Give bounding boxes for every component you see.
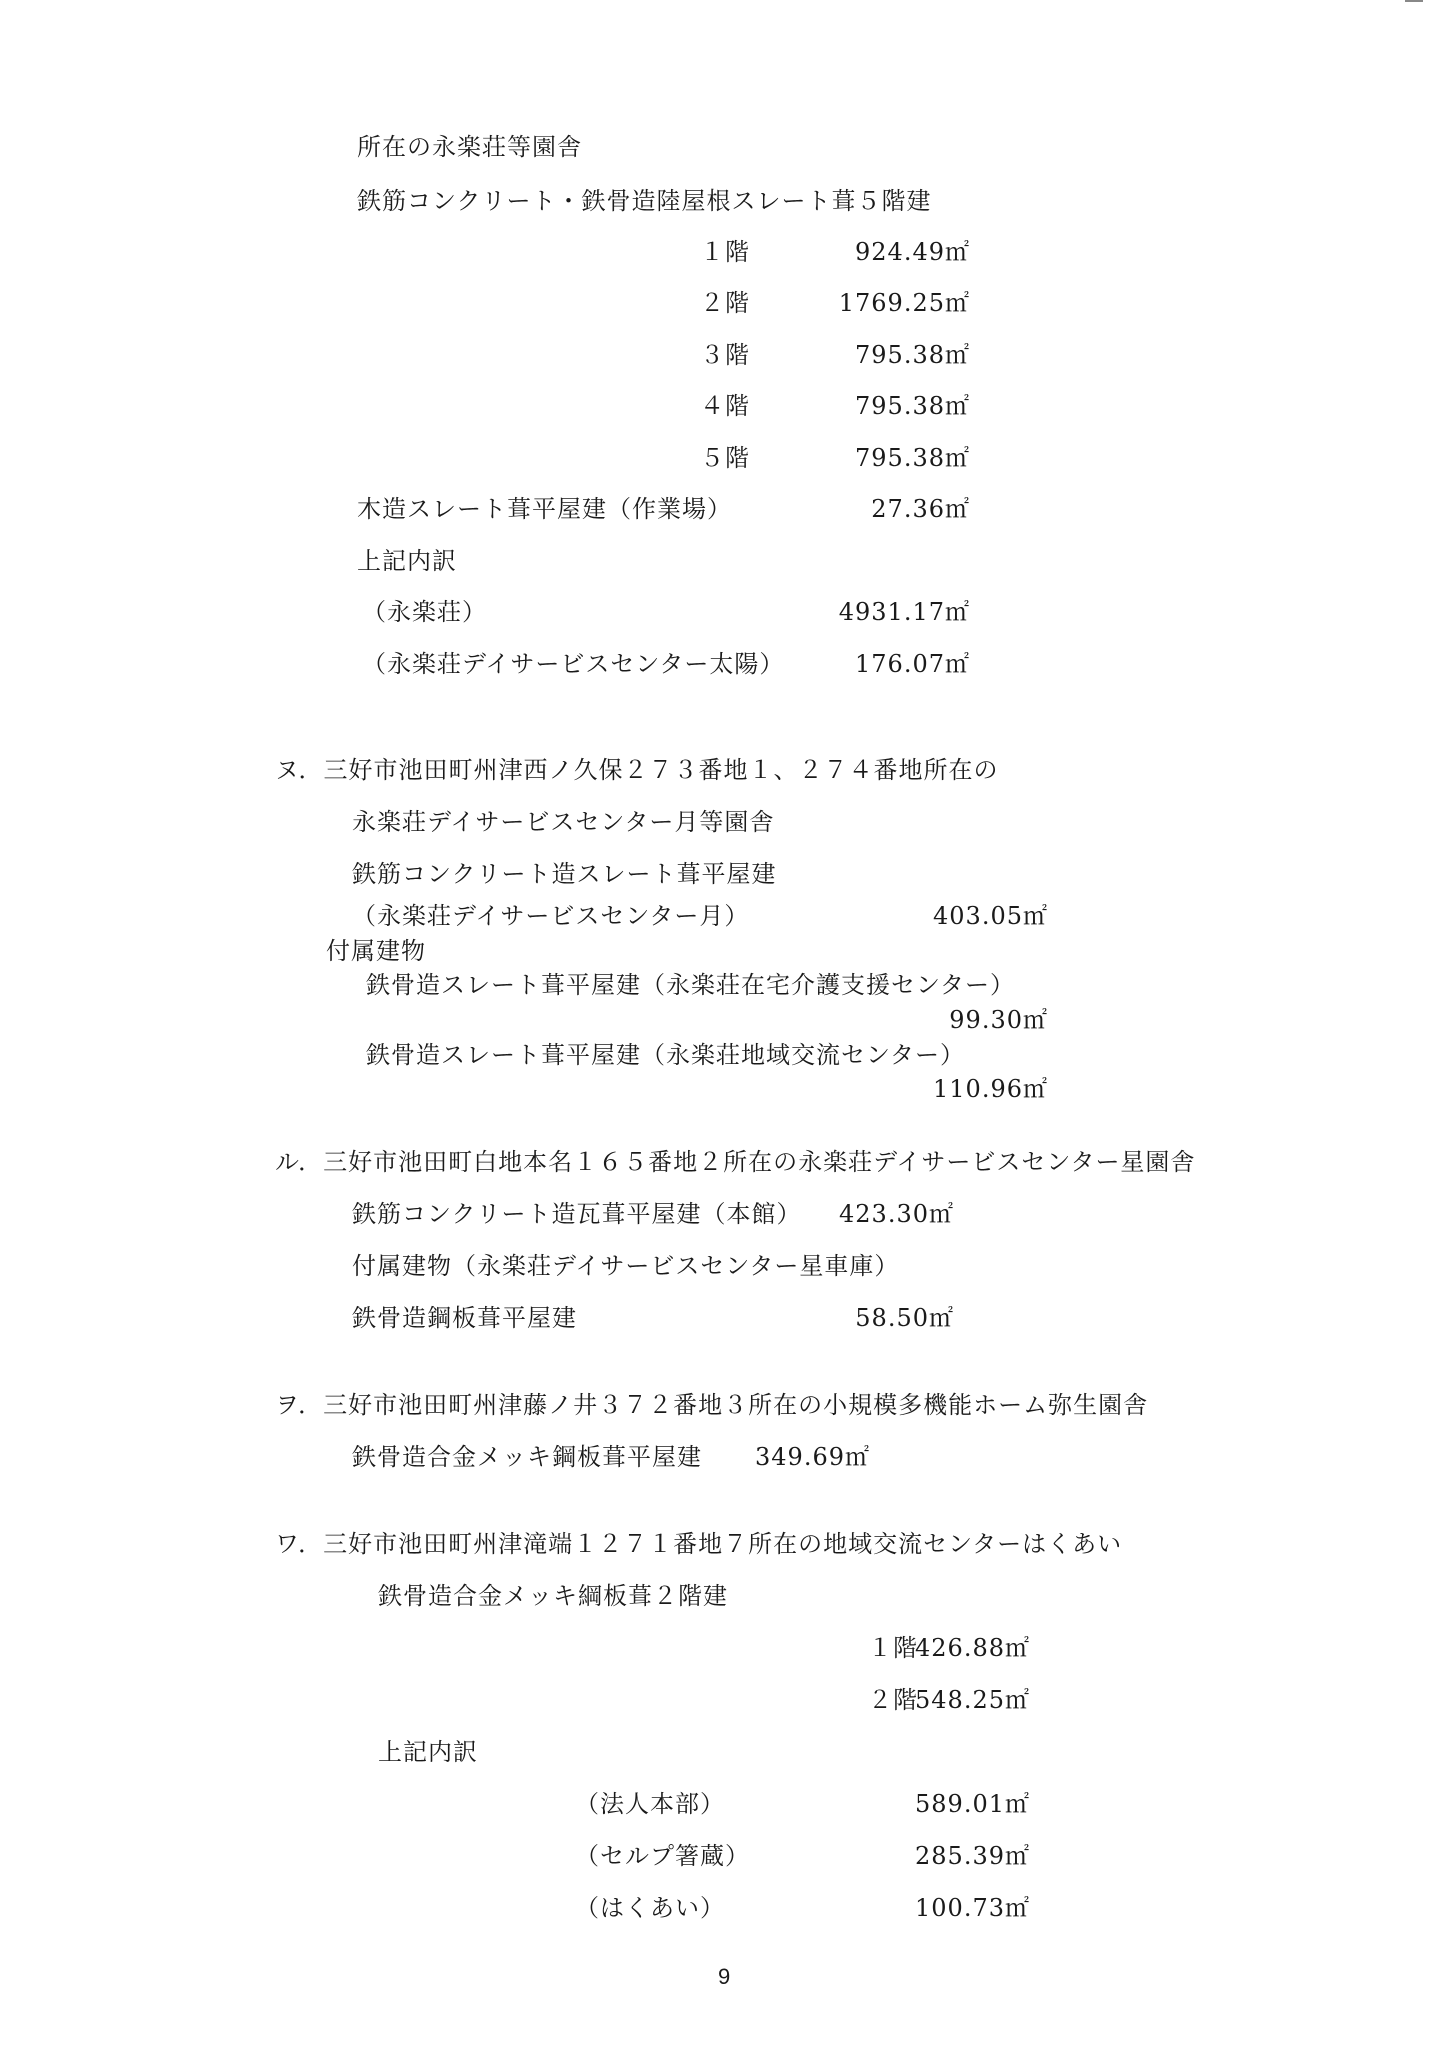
workshop-label: 木造スレート葺平屋建（作業場）	[357, 495, 732, 523]
workshop-area: 27.36㎡	[871, 495, 970, 523]
floor-area: 548.25㎡	[915, 1686, 1030, 1714]
breakdown-label: （永楽荘）	[362, 598, 487, 626]
section-heading-continuation: 永楽荘デイサービスセンター月等園舎	[352, 808, 775, 836]
section-heading-wa: ワ．三好市池田町州津滝端１２７１番地７所在の地域交流センターはくあい	[275, 1530, 1123, 1558]
floor-label: ２階	[700, 289, 750, 317]
annex-area: 110.96㎡	[933, 1075, 1048, 1103]
building-structure: 鉄筋コンクリート・鉄骨造陸屋根スレート葺５階建	[357, 187, 932, 215]
annex-label: 鉄骨造鋼板葺平屋建	[352, 1304, 577, 1332]
floor-area: 1769.25㎡	[838, 289, 970, 317]
annex-area: 58.50㎡	[855, 1304, 954, 1332]
floor-label: ４階	[700, 392, 750, 420]
floor-area: 924.49㎡	[855, 238, 970, 266]
page-number: 9	[718, 1964, 732, 1989]
floor-label: ３階	[700, 341, 750, 369]
annex-label: 鉄骨造スレート葺平屋建（永楽荘在宅介護支援センター）	[366, 971, 1016, 999]
section-intro: 所在の永楽荘等園舎	[357, 133, 582, 161]
floor-label: １階	[868, 1634, 918, 1662]
main-building-area: 423.30㎡	[839, 1200, 954, 1228]
breakdown-label: （はくあい）	[575, 1894, 725, 1922]
breakdown-label: （法人本部）	[575, 1790, 725, 1818]
breakdown-area: 4931.17㎡	[838, 598, 970, 626]
floor-label: ５階	[700, 444, 750, 472]
floor-label: ２階	[868, 1686, 918, 1714]
scan-corner-mark	[1405, 0, 1423, 2]
section-heading-ru: ル．三好市池田町白地本名１６５番地２所在の永楽荘デイサービスセンター星園舎	[275, 1148, 1196, 1176]
annex-title: 付属建物	[326, 937, 426, 965]
breakdown-label: （セルプ箸蔵）	[575, 1842, 750, 1870]
building-structure: 鉄筋コンクリート造スレート葺平屋建	[352, 860, 777, 888]
main-building-area: 349.69㎡	[755, 1443, 870, 1471]
floor-area: 795.38㎡	[855, 444, 970, 472]
breakdown-area: 589.01㎡	[915, 1790, 1030, 1818]
section-heading-wo: ヲ．三好市池田町州津藤ノ井３７２番地３所在の小規模多機能ホーム弥生園舎	[275, 1391, 1149, 1419]
building-structure: 鉄骨造合金メッキ綱板葺２階建	[378, 1582, 728, 1610]
annex-label: 鉄骨造スレート葺平屋建（永楽荘地域交流センター）	[366, 1041, 966, 1069]
main-building-label: （永楽荘デイサービスセンター月）	[352, 902, 750, 930]
breakdown-area: 176.07㎡	[855, 650, 970, 678]
annex-area: 99.30㎡	[949, 1006, 1048, 1034]
floor-label: １階	[700, 238, 750, 266]
main-building-area: 403.05㎡	[933, 902, 1048, 930]
floor-area: 426.88㎡	[915, 1634, 1030, 1662]
annex-title: 付属建物（永楽荘デイサービスセンター星車庫）	[352, 1252, 900, 1280]
floor-area: 795.38㎡	[855, 341, 970, 369]
floor-area: 795.38㎡	[855, 392, 970, 420]
section-heading-nu: ヌ．三好市池田町州津西ノ久保２７３番地１、２７４番地所在の	[275, 756, 999, 784]
breakdown-area: 100.73㎡	[915, 1894, 1030, 1922]
breakdown-title: 上記内訳	[378, 1738, 478, 1766]
main-building-label: 鉄筋コンクリート造瓦葺平屋建（本館）	[352, 1200, 802, 1228]
breakdown-title: 上記内訳	[357, 547, 457, 575]
breakdown-label: （永楽荘デイサービスセンター太陽）	[362, 650, 785, 678]
main-building-label: 鉄骨造合金メッキ鋼板葺平屋建	[352, 1443, 702, 1471]
breakdown-area: 285.39㎡	[915, 1842, 1030, 1870]
